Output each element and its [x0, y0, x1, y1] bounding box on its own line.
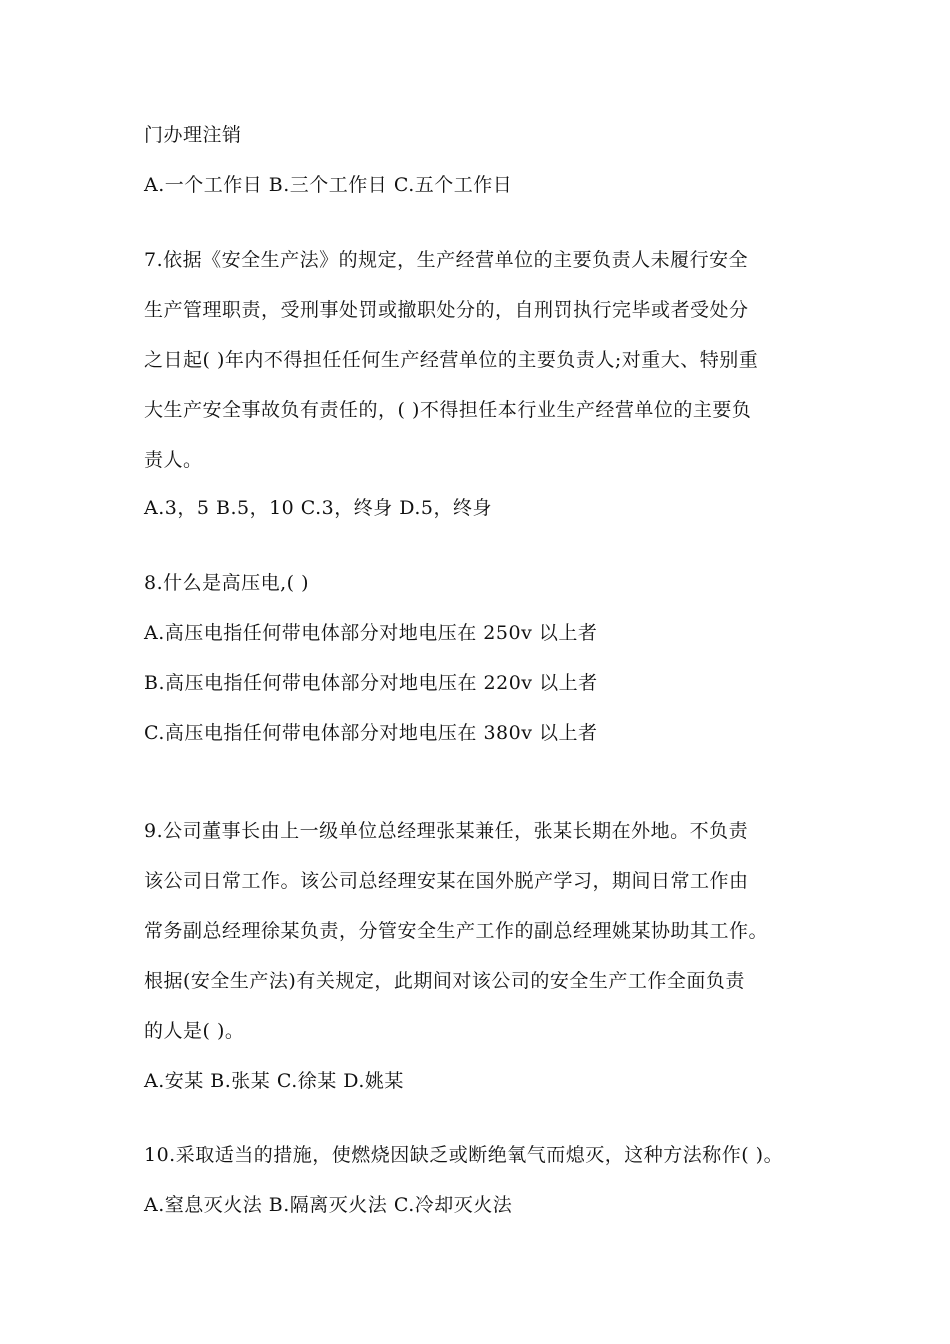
question-9-line-3: 常务副总经理徐某负责，分管安全生产工作的副总经理姚某协助其工作。	[144, 920, 769, 942]
question-8-option-a: A.高压电指任何带电体部分对地电压在 250v 以上者	[144, 622, 598, 644]
question-7-line-4: 大生产安全事故负有责任的，( )不得担任本行业生产经营单位的主要负	[144, 399, 752, 421]
question-9-line-5: 的人是( )。	[144, 1020, 245, 1042]
question-6-options: A.一个工作日 B.三个工作日 C.五个工作日	[144, 174, 513, 196]
question-7-line-2: 生产管理职责，受刑事处罚或撤职处分的，自刑罚执行完毕或者受处分	[144, 299, 749, 321]
question-10-stem: 10.采取适当的措施，使燃烧因缺乏或断绝氧气而熄灭，这种方法称作( )。	[144, 1144, 784, 1166]
question-9-line-4: 根据(安全生产法)有关规定，此期间对该公司的安全生产工作全面负责	[144, 970, 745, 992]
question-8-option-c: C.高压电指任何带电体部分对地电压在 380v 以上者	[144, 722, 598, 744]
question-9-options: A.安某 B.张某 C.徐某 D.姚某	[144, 1070, 404, 1092]
question-7-line-1: 7.依据《安全生产法》的规定，生产经营单位的主要负责人未履行安全	[144, 249, 749, 271]
question-7-options: A.3，5 B.5，10 C.3，终身 D.5，终身	[144, 497, 492, 519]
question-6-continuation: 门办理注销	[144, 124, 242, 146]
question-8-option-b: B.高压电指任何带电体部分对地电压在 220v 以上者	[144, 672, 598, 694]
question-7-line-5: 责人。	[144, 449, 203, 471]
question-9-line-1: 9.公司董事长由上一级单位总经理张某兼任，张某长期在外地。不负责	[144, 820, 749, 842]
question-9-line-2: 该公司日常工作。该公司总经理安某在国外脱产学习，期间日常工作由	[144, 870, 749, 892]
question-7-line-3: 之日起( )年内不得担任任何生产经营单位的主要负责人;对重大、特别重	[144, 349, 759, 371]
question-8-stem: 8.什么是高压电,( )	[144, 572, 310, 594]
question-10-options: A.窒息灭火法 B.隔离灭火法 C.冷却灭火法	[144, 1194, 513, 1216]
